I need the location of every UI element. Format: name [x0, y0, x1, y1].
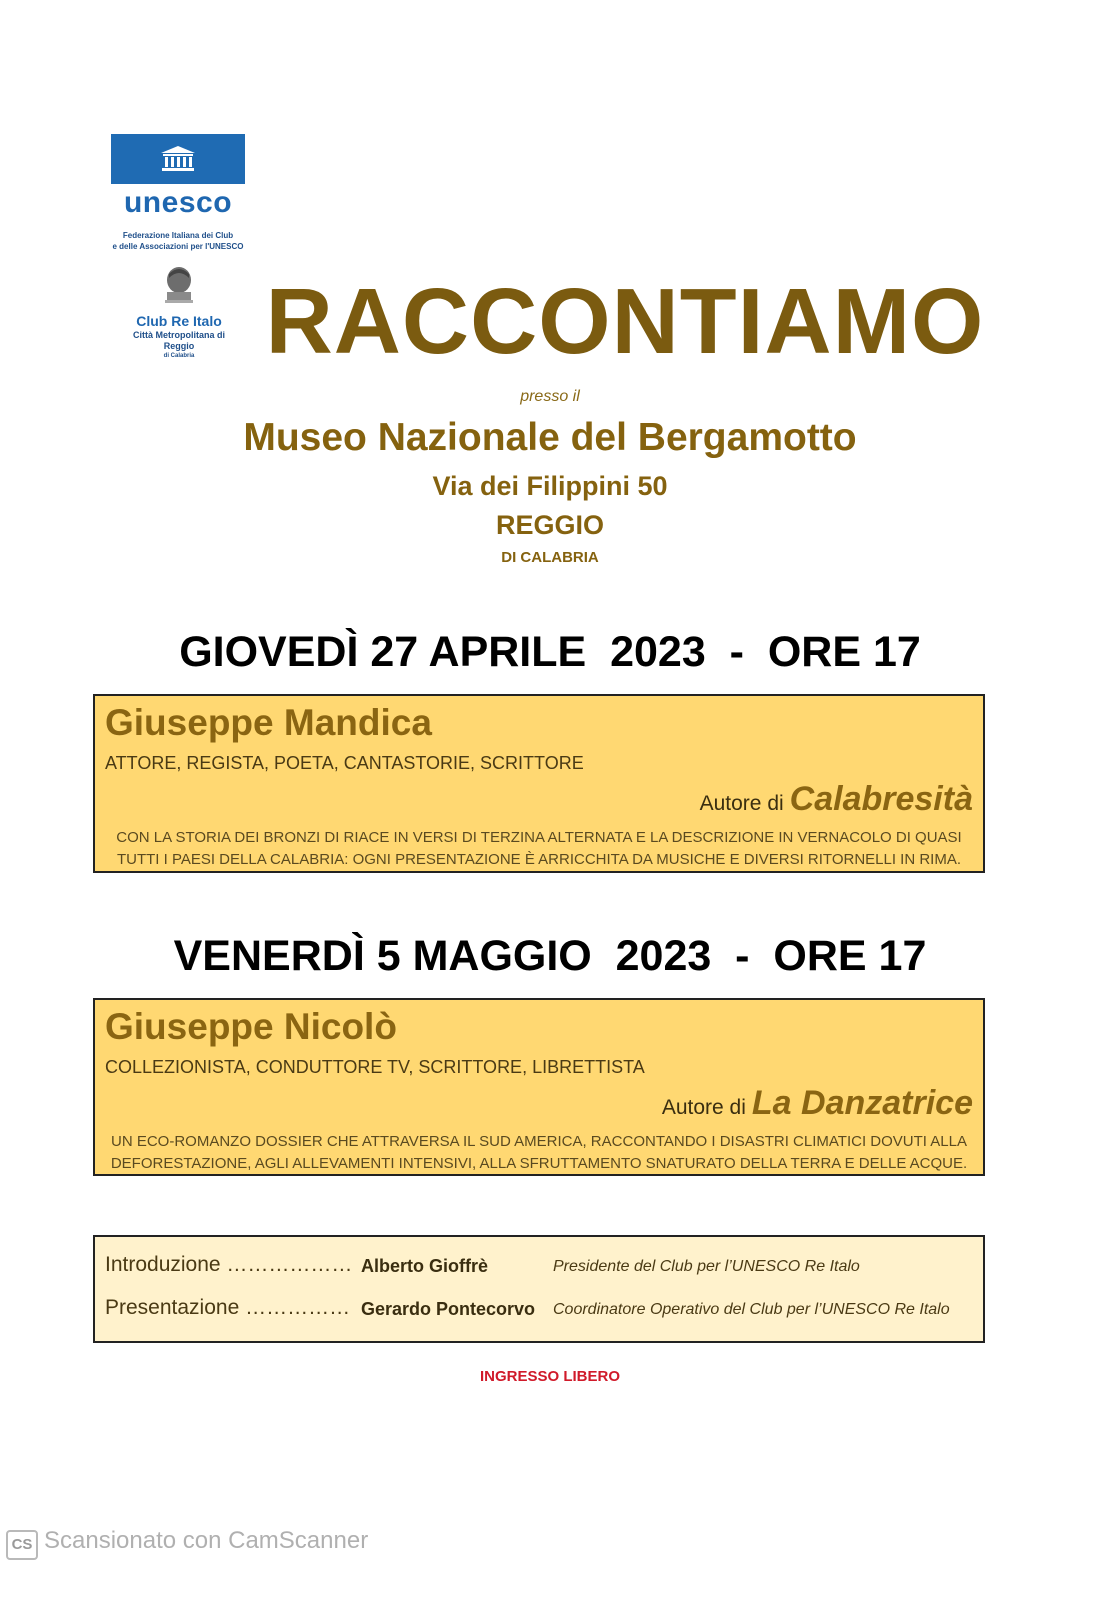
author-line [700, 780, 973, 819]
event-description [101, 1131, 977, 1175]
scanner-watermark: Scansionato con CamScanner [44, 1527, 369, 1554]
credit-role: Introduzione ……………… [105, 1253, 353, 1276]
description-line: DEFORESTAZIONE, AGLI ALLEVAMENTI INTENSIVI, ALLA SFRUTTAMENTO SNATURATO DELLA TERRA E DELLE ACQUE. [110, 1155, 968, 1172]
venue-city: REGGIO [495, 510, 604, 540]
presso-label: presso il [520, 388, 580, 405]
book-title: La Danzatrice [751, 1084, 973, 1122]
credit-title: Coordinatore Operativo del Club per l’UNESCO Re Italo [553, 1301, 950, 1318]
event-date: VENERDÌ 5 MAGGIO 2023 - ORE 17 [173, 932, 927, 980]
club-location-text [118, 330, 240, 360]
free-entry-label: INGRESSO LIBERO [479, 1368, 621, 1385]
credits-box [93, 1235, 985, 1343]
event-card [93, 998, 985, 1176]
author-label: Autore di [661, 1096, 746, 1119]
speaker-name: Giuseppe Mandica [105, 702, 432, 743]
credit-role: Presentazione …………… [105, 1296, 351, 1319]
speaker-roles: ATTORE, REGISTA, POETA, CANTASTORIE, SCRITTORE [105, 753, 584, 773]
speaker-roles: COLLEZIONISTA, CONDUTTORE TV, SCRITTORE, LIBRETTISTA [105, 1057, 645, 1077]
speaker-name: Giuseppe Nicolò [105, 1006, 397, 1047]
description-line: UN ECO-ROMANZO DOSSIER CHE ATTRAVERSA IL SUD AMERICA, RACCONTANDO I DISASTRI CLIMATICI DOVUTI ALLA [111, 1133, 967, 1150]
page-title: RACCONTIAMO [265, 269, 985, 373]
unesco-temple-icon [160, 145, 196, 173]
event-date: GIOVEDÌ 27 APRILE 2023 - ORE 17 [179, 628, 921, 676]
event-description [101, 827, 977, 871]
unesco-wordmark: unesco [123, 186, 233, 219]
camscanner-icon: CS [6, 1530, 38, 1560]
event-card [93, 694, 985, 873]
unesco-sub-line: Federazione Italiana dei Club [122, 231, 234, 240]
unesco-federation-text [104, 230, 252, 252]
credit-title: Presidente del Club per l’UNESCO Re Italo [553, 1258, 860, 1275]
credit-row [105, 1296, 975, 1326]
author-line [662, 1084, 973, 1123]
description-line: TUTTI I PAESI DELLA CALABRIA: OGNI PRESENTAZIONE È ARRICCHITA DA MUSICHE E DIVERSI RITORNELLI IN RIMA. [116, 851, 962, 868]
club-sub-line: di Calabria [163, 353, 195, 359]
venue-city-sub: DI CALABRIA [501, 549, 599, 566]
club-sub-line: Reggio [163, 341, 195, 351]
re-italo-head-icon [163, 266, 195, 304]
club-sub-line: Città Metropolitana di [133, 330, 225, 340]
book-title: Calabresità [789, 780, 973, 818]
description-line: CON LA STORIA DEI BRONZI DI RIACE IN VERSI DI TERZINA ALTERNATA E LA DESCRIZIONE IN VERNACOLO DI QUASI [116, 829, 962, 846]
author-label: Autore di [699, 792, 784, 815]
credit-row [105, 1253, 975, 1283]
credit-person: Alberto Gioffrè [361, 1256, 489, 1276]
venue-name: Museo Nazionale del Bergamotto [243, 416, 857, 459]
credit-person: Gerardo Pontecorvo [361, 1299, 536, 1319]
club-name: Club Re Italo [136, 313, 222, 329]
venue-address: Via dei Filippini 50 [432, 471, 668, 501]
unesco-sub-line: e delle Associazioni per l'UNESCO [112, 242, 244, 251]
